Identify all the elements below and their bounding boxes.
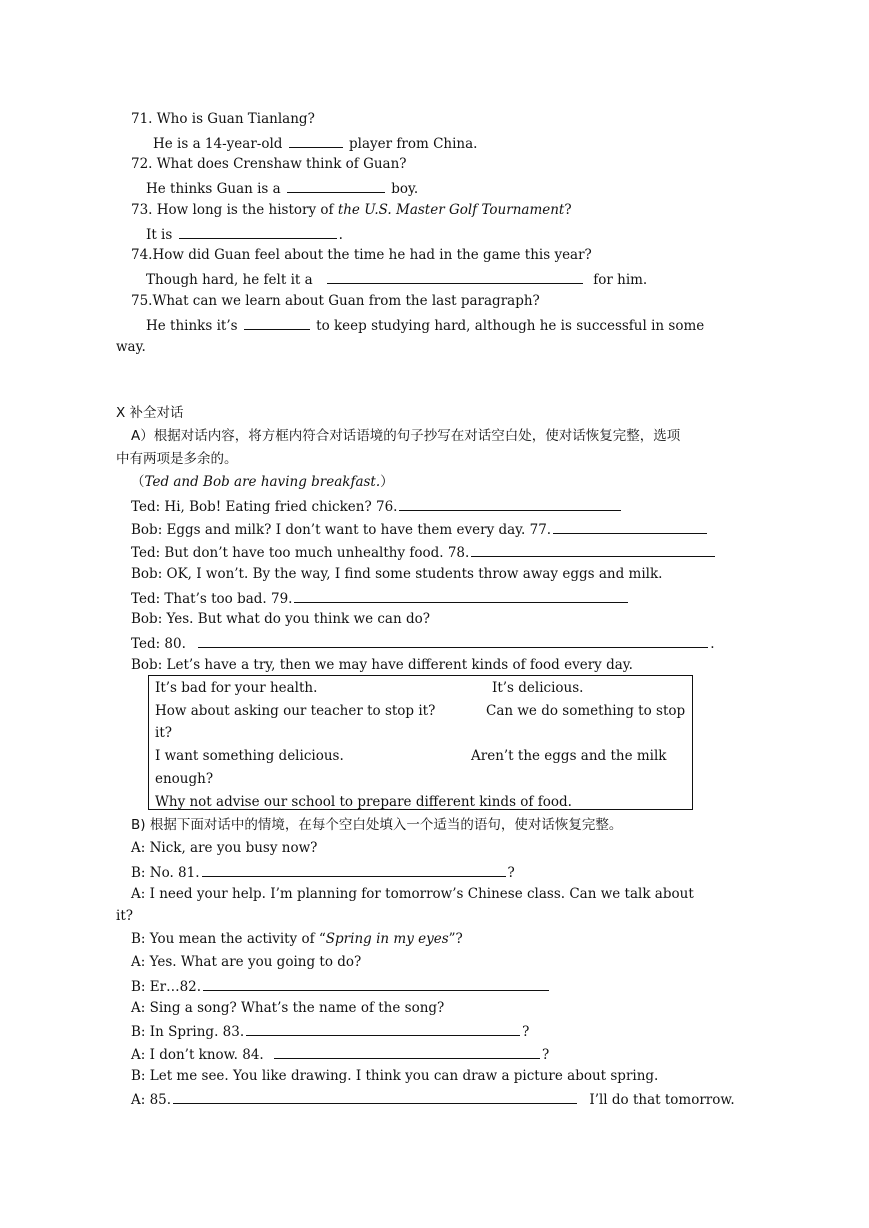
answer-73-suffix: . — [338, 227, 343, 243]
question-72: 72. What does Crenshaw think of Guan? — [131, 156, 407, 172]
answer-71-suffix: player from China. — [349, 136, 478, 152]
blank-82[interactable] — [203, 976, 549, 991]
blank-71[interactable] — [289, 133, 343, 148]
dialogue-line-ted-2: Ted: But don’t have too much unhealthy food. 78. — [131, 542, 717, 560]
option-4: Can we do something to stop — [486, 703, 686, 719]
dialogue-b-line-11: A: 85. I’ll do that tomorrow. — [131, 1089, 735, 1107]
blank-75[interactable] — [244, 315, 310, 330]
answer-75-continued: way. — [116, 339, 146, 355]
dialogue-line-bob-3: Bob: Yes. But what do you think we can do? — [131, 611, 430, 627]
dialogue-context: （Ted and Bob are having breakfast.） — [131, 474, 394, 490]
blank-76[interactable] — [399, 496, 621, 511]
answer-75-prefix: He thinks it’s — [146, 318, 238, 334]
blank-78[interactable] — [471, 542, 715, 557]
answer-74 — [146, 269, 647, 287]
dialogue-b-line-5: A: Yes. What are you going to do? — [131, 954, 362, 970]
answer-74-suffix: for him. — [593, 272, 648, 288]
part-b-instruction: B) 根据下面对话中的情境，在每个空白处填入一个适当的语句，使对话恢复完整。 — [131, 817, 623, 833]
dialogue-line-ted-3: Ted: That’s too bad. 79. — [131, 588, 630, 606]
question-71: 71. Who is Guan Tianlang? — [131, 111, 315, 127]
option-5: I want something delicious. — [155, 748, 344, 764]
dialogue-b-line-6: B: Er…82. — [131, 976, 551, 994]
answer-75 — [146, 315, 704, 333]
dialogue-b-line-1: A: Nick, are you busy now? — [131, 840, 318, 856]
option-4-cont: it? — [155, 725, 172, 741]
dialogue-line-bob-1: Bob: Eggs and milk? I don’t want to have them every day. 77. — [131, 519, 709, 537]
blank-85[interactable] — [173, 1089, 577, 1104]
part-a-instruction: A）根据对话内容，将方框内符合对话语境的句子抄写在对话空白处，使对话恢复完整，选项 — [131, 428, 681, 444]
dialogue-line-bob-2: Bob: OK, I won’t. By the way, I find some students throw away eggs and milk. — [131, 566, 663, 582]
answer-73-prefix: It is — [146, 227, 173, 243]
option-1: It’s bad for your health. — [155, 680, 318, 696]
question-75: 75.What can we learn about Guan from the last paragraph? — [131, 293, 540, 309]
activity-name: Spring in my eyes — [325, 931, 449, 947]
blank-73[interactable] — [179, 224, 337, 239]
dialogue-b-line-9: A: I don’t know. 84. ? — [131, 1044, 549, 1062]
question-73-suffix: ? — [564, 202, 572, 218]
part-a-instruction-cont: 中有两项是多余的。 — [116, 451, 238, 467]
answer-72-suffix: boy. — [391, 181, 419, 197]
blank-74[interactable] — [327, 269, 583, 284]
blank-79[interactable] — [294, 588, 628, 603]
blank-77[interactable] — [553, 519, 707, 534]
blank-72[interactable] — [287, 178, 385, 193]
blank-81[interactable] — [202, 862, 506, 877]
blank-83[interactable] — [246, 1021, 520, 1036]
option-6: Aren’t the eggs and the milk — [471, 748, 667, 764]
section-heading: X 补全对话 — [116, 405, 184, 421]
question-73-prefix: 73. How long is the history of — [131, 202, 334, 218]
question-74: 74.How did Guan feel about the time he had in the game this year? — [131, 247, 592, 263]
answer-74-prefix: Though hard, he felt it a — [146, 272, 313, 288]
dialogue-b-line-8: B: In Spring. 83. ? — [131, 1021, 529, 1039]
dialogue-b-line-4: B: You mean the activity of “Spring in my eyes”? — [131, 931, 463, 947]
dialogue-b-line-3: A: I need your help. I’m planning for tomorrow’s Chinese class. Can we talk about — [131, 886, 694, 902]
blank-84[interactable] — [274, 1044, 540, 1059]
answer-71-prefix: He is a 14-year-old — [153, 136, 283, 152]
option-7: Why not advise our school to prepare different kinds of food. — [155, 794, 572, 810]
dialogue-b-line-7: A: Sing a song? What’s the name of the song? — [131, 1000, 445, 1016]
question-73 — [131, 201, 572, 219]
context-text: Ted and Bob are having breakfast. — [144, 474, 381, 490]
dialogue-b-line-3-cont: it? — [116, 908, 133, 924]
answer-73 — [146, 224, 343, 242]
option-6-cont: enough? — [155, 771, 214, 787]
answer-72-prefix: He thinks Guan is a — [146, 181, 281, 197]
answer-71 — [153, 133, 477, 151]
dialogue-line-ted-4: Ted: 80. . — [131, 633, 715, 651]
dialogue-line-ted-1: Ted: Hi, Bob! Eating fried chicken? 76. — [131, 496, 623, 514]
option-3: How about asking our teacher to stop it? — [155, 703, 436, 719]
dialogue-line-bob-4: Bob: Let’s have a try, then we may have different kinds of food every day. — [131, 657, 633, 673]
blank-80[interactable] — [198, 633, 708, 648]
answer-72 — [146, 178, 418, 196]
tournament-name: the U.S. Master Golf Tournament — [337, 202, 565, 218]
answer-75-suffix: to keep studying hard, although he is successful in some — [316, 318, 705, 334]
dialogue-b-line-10: B: Let me see. You like drawing. I think you can draw a picture about spring. — [131, 1068, 659, 1084]
option-2: It’s delicious. — [492, 680, 584, 696]
dialogue-b-line-2: B: No. 81. ? — [131, 862, 515, 880]
